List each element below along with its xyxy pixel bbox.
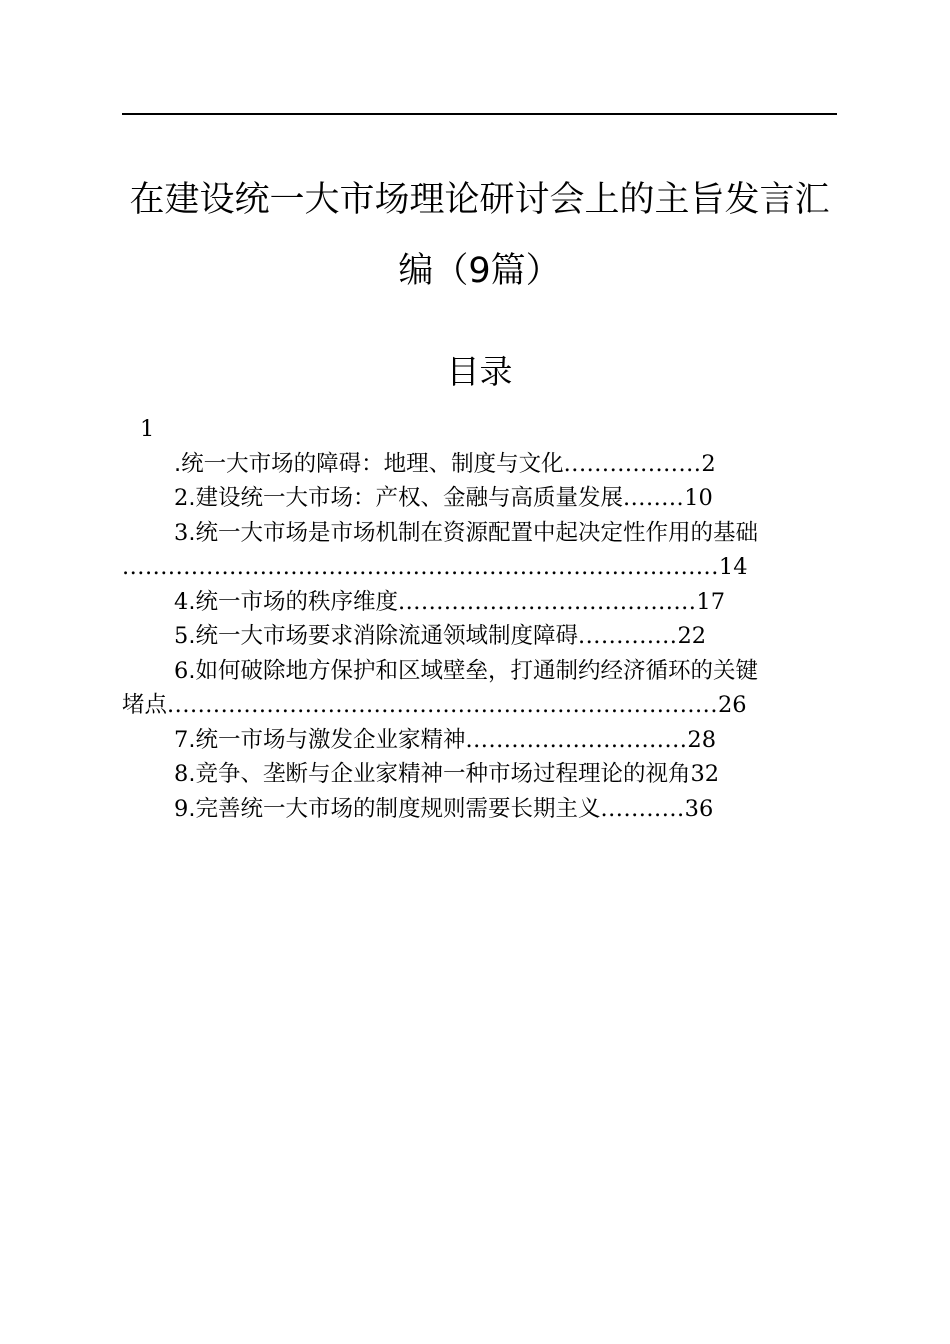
toc-entry-number: 3 <box>174 519 189 546</box>
toc-entry-number: 9 <box>174 795 189 822</box>
toc-page-number: 2 <box>701 450 716 477</box>
toc-entry-1[interactable] <box>122 447 837 482</box>
toc-page-number: 26 <box>717 692 747 718</box>
toc-leader-dots: ........................................................................ <box>167 692 718 718</box>
toc-entry-text: .竞争、垄断与企业家精神一种市场过程理论的视角 <box>188 761 691 787</box>
toc-entry-2[interactable] <box>122 481 837 516</box>
toc-entry-number: 6 <box>174 657 189 684</box>
toc-entry-6-continuation[interactable] <box>122 688 837 723</box>
toc-entry-text: .统一市场的秩序维度 <box>188 588 398 615</box>
toc-entry-3[interactable] <box>122 516 837 551</box>
toc-leader-dots: ........ <box>622 485 685 511</box>
toc-entry-text: .建设统一大市场：产权、金融与高质量发展 <box>188 485 623 511</box>
toc-leader-dots: ....................................... <box>397 588 697 615</box>
toc-entry-4[interactable] <box>122 585 837 620</box>
document-title-line-2: 编（9篇） <box>398 251 561 291</box>
table-of-contents <box>122 412 837 826</box>
toc-entry-9[interactable] <box>122 792 837 827</box>
toc-page-number: 22 <box>677 623 707 649</box>
toc-entry-number: 2 <box>174 485 189 511</box>
toc-page-number: 32 <box>690 761 720 787</box>
document-title-line-1: 在建设统一大市场理论研讨会上的主旨发言汇 <box>129 180 830 220</box>
toc-entry-8[interactable] <box>122 757 837 792</box>
toc-entry-number: 7 <box>174 726 189 753</box>
toc-entry-text: .统一大市场的障碍：地理、制度与文化 <box>174 450 564 477</box>
toc-leader-dots: .............................................................................. <box>122 554 719 580</box>
toc-entry-number: 4 <box>174 588 189 615</box>
toc-leader-dots: ........... <box>600 795 685 822</box>
toc-entry-3-continuation[interactable] <box>122 550 837 585</box>
toc-entry-number: 5 <box>174 623 189 649</box>
toc-entry-text-continued: 堵点 <box>122 692 168 718</box>
toc-entry-text: .完善统一大市场的制度规则需要长期主义 <box>188 795 601 822</box>
toc-entry-text: .如何破除地方保护和区域壁垒，打通制约经济循环的关键 <box>188 657 758 684</box>
header-rule <box>122 113 837 115</box>
toc-page-number: 17 <box>696 588 726 615</box>
toc-entry-5[interactable] <box>122 619 837 654</box>
toc-leader-dots: .................. <box>563 450 702 477</box>
toc-page-number: 10 <box>684 485 713 511</box>
toc-entry-6[interactable] <box>122 654 837 689</box>
toc-leader-dots: ............. <box>577 623 678 649</box>
toc-page-number: 28 <box>687 726 717 753</box>
toc-page-number: 14 <box>718 554 748 580</box>
toc-entry-text: .统一市场与激发企业家精神 <box>188 726 466 753</box>
toc-entry-text: .统一大市场是市场机制在资源配置中起决定性作用的基础 <box>188 519 758 546</box>
toc-entry-7[interactable] <box>122 723 837 758</box>
toc-heading: 目录 <box>446 352 513 391</box>
toc-first-marker: 1 <box>140 416 155 442</box>
toc-entry-text: .统一大市场要求消除流通领域制度障碍 <box>188 623 578 649</box>
toc-leader-dots: ............................. <box>465 726 688 753</box>
toc-page-number: 36 <box>684 795 714 822</box>
toc-entry-number: 8 <box>174 761 189 787</box>
